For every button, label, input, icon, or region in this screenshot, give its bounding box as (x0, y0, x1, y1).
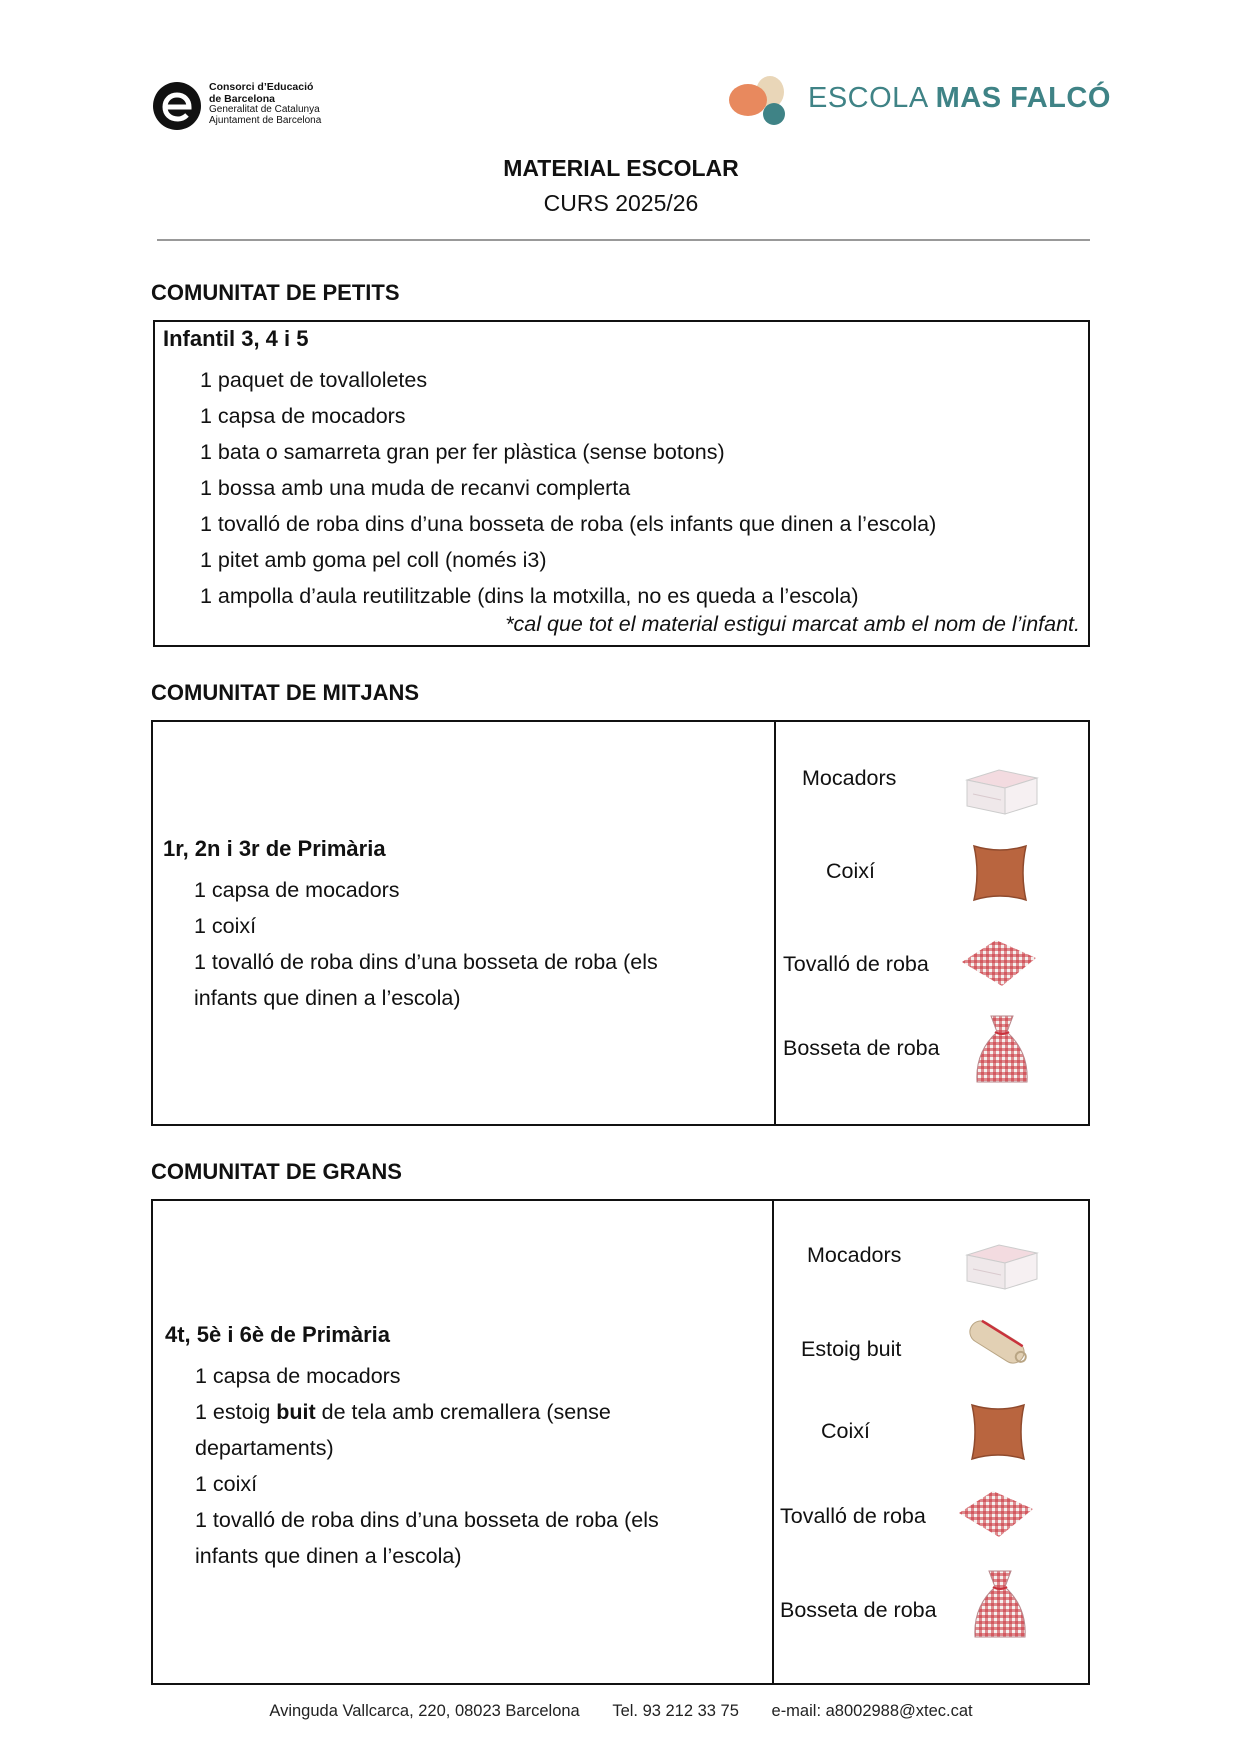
consorci-logo (152, 80, 352, 136)
petits-note: *cal que tot el material estigui marcat amb el nom de l’infant. (505, 612, 1080, 636)
picture-label-coixi: Coixí (826, 859, 875, 883)
list-item (195, 1394, 659, 1430)
list-item: 1 bata o samarreta gran per fer plàstica (sense botons) (200, 440, 725, 464)
list-item-text: de tela amb cremallera (sense (315, 1400, 611, 1424)
page-subtitle: CURS 2025/26 (543, 190, 699, 216)
tissue-box-icon (963, 1241, 1039, 1293)
picture-label-mocadors: Mocadors (802, 766, 897, 790)
list-item: 1 tovalló de roba dins d’una bosseta de roba (els infants que dinen a l’escola) (200, 512, 937, 536)
tissue-box-icon (963, 766, 1039, 818)
list-item: 1 capsa de mocadors (195, 1364, 401, 1388)
footer (0, 1702, 1242, 1721)
cloth-bag-icon (967, 1567, 1033, 1641)
list-item-emphasis: buit (276, 1400, 316, 1424)
cushion-icon (966, 1401, 1030, 1463)
consorci-text (209, 82, 321, 126)
napkin-icon (956, 936, 1040, 992)
list-item: 1 ampolla d’aula reutilitzable (dins la motxilla, no es queda a l’escola) (200, 584, 859, 608)
header-divider (157, 239, 1090, 241)
picture-label-bosseta: Bosseta de roba (783, 1036, 940, 1060)
page-title: MATERIAL ESCOLAR (503, 155, 739, 181)
consorci-line4: Ajuntament de Barcelona (209, 114, 322, 126)
footer-email[interactable]: e-mail: a8002988@xtec.cat (771, 1702, 973, 1720)
mitjans-table (151, 720, 1090, 1126)
mitjans-group: 1r, 2n i 3r de Primària (163, 836, 386, 861)
school-name-regular: ESCOLA (808, 82, 936, 114)
footer-phone: Tel. 93 212 33 75 (612, 1702, 739, 1720)
list-item-text: 1 estoig (195, 1400, 277, 1424)
list-item: 1 capsa de mocadors (194, 878, 400, 902)
pencil-case-icon (961, 1311, 1033, 1373)
school-logo-icon (728, 72, 794, 128)
picture-label-tovallo: Tovalló de roba (783, 952, 929, 976)
list-item: 1 tovalló de roba dins d’una bosseta de roba (els (194, 950, 658, 974)
section-heading-petits: COMUNITAT DE PETITS (151, 280, 400, 305)
list-item: 1 pitet amb goma pel coll (només i3) (200, 548, 547, 572)
picture-label-coixi: Coixí (821, 1419, 870, 1443)
list-item: 1 capsa de mocadors (200, 404, 406, 428)
list-item-continuation: departaments) (195, 1436, 334, 1460)
picture-label-bosseta: Bosseta de roba (780, 1598, 937, 1622)
cushion-icon (968, 842, 1032, 904)
column-divider (772, 1201, 774, 1683)
napkin-icon (953, 1487, 1037, 1543)
consorci-line1: Consorci d’Educació (209, 81, 314, 93)
picture-label-mocadors: Mocadors (807, 1243, 902, 1267)
petits-list (200, 362, 936, 614)
consorci-e-icon (152, 80, 202, 132)
column-divider (774, 722, 776, 1124)
list-item: 1 bossa amb una muda de recanvi complerta (200, 476, 631, 500)
petits-box (153, 320, 1090, 647)
list-item: 1 coixí (195, 1472, 258, 1496)
school-name-bold: MAS FALCÓ (935, 82, 1111, 114)
school-logo (728, 72, 1111, 128)
mitjans-list (194, 872, 658, 1016)
section-heading-mitjans: COMUNITAT DE MITJANS (151, 680, 420, 705)
school-name (808, 82, 1111, 115)
grans-table (151, 1199, 1090, 1685)
list-item: 1 tovalló de roba dins d’una bosseta de roba (els (195, 1508, 659, 1532)
section-heading-grans: COMUNITAT DE GRANS (151, 1159, 402, 1184)
list-item-continuation: infants que dinen a l’escola) (195, 1544, 462, 1568)
list-item: 1 coixí (194, 914, 257, 938)
picture-label-estoig: Estoig buit (801, 1337, 902, 1361)
picture-label-tovallo: Tovalló de roba (780, 1504, 926, 1528)
footer-address: Avinguda Vallcarca, 220, 08023 Barcelona (269, 1702, 580, 1720)
grans-list (195, 1358, 659, 1574)
list-item: infants que dinen a l’escola) (194, 986, 461, 1010)
consorci-line3: Generalitat de Catalunya (209, 104, 320, 115)
list-item: 1 paquet de tovalloletes (200, 368, 428, 392)
petits-group: Infantil 3, 4 i 5 (163, 326, 309, 351)
grans-group: 4t, 5è i 6è de Primària (165, 1322, 391, 1347)
cloth-bag-icon (969, 1012, 1035, 1086)
consorci-line2: de Barcelona (209, 92, 275, 105)
